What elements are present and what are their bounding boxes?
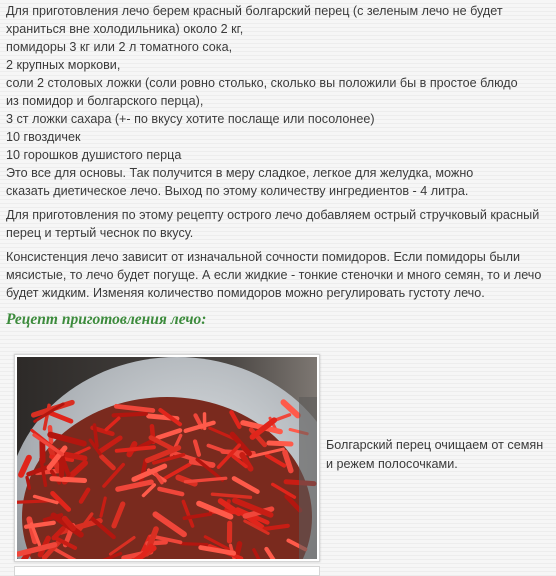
ingredients-line: сказать диетическое лечо. Выход по этому количеству ингредиентов - 4 литра. <box>6 182 552 200</box>
ingredients-block <box>6 2 552 200</box>
recipe-heading: Рецепт приготовления лечо: <box>6 310 552 330</box>
ingredients-line: соли 2 столовых ложки (соли ровно столько, сколько вы положили бы в простое блюдо <box>6 74 552 92</box>
pepper-strip <box>269 443 291 444</box>
article-content <box>6 2 552 330</box>
ingredients-line: Это все для основы. Так получится в меру сладкое, легкое для желудка, можно <box>6 164 552 182</box>
ingredients-line: 10 гвоздичек <box>6 128 552 146</box>
spicy-variant-paragraph: Для приготовления по этому рецепту острого лечо добавляем острый стручковый красный перец и тертый чеснок по вкусу. <box>6 206 552 242</box>
ingredients-line: храниться вне холодильника) около 2 кг, <box>6 20 552 38</box>
pepper-strip <box>114 414 146 416</box>
ingredients-line: Для приготовления лечо берем красный болгарский перец (с зеленым лечо не будет <box>6 2 552 20</box>
pepper-strip <box>52 479 85 481</box>
pepper-strip <box>181 544 207 545</box>
recipe-step-1 <box>8 348 548 568</box>
next-step-photo-frame <box>14 566 320 576</box>
ingredients-line: из помидор и болгарского перца), <box>6 92 552 110</box>
pepper-strip <box>27 478 29 489</box>
ingredients-line: помидоры 3 кг или 2 л томатного сока, <box>6 38 552 56</box>
step-description: Болгарский перец очищаем от семян и режем полосочками. <box>326 436 546 474</box>
consistency-paragraph: Консистенция лечо зависит от изначальной сочности помидоров. Если помидоры были мясистые, то лечо будет погуще. А если жидкие - тонкие стеночки и много семян, то и лечо будет жидким. Изменяя количество помидоров можно регулировать густоту лечо. <box>6 248 552 302</box>
ingredients-line: 2 крупных моркови, <box>6 56 552 74</box>
ingredients-line: 10 горошков душистого перца <box>6 146 552 164</box>
ingredients-line: 3 ст ложки сахара (+- по вкусу хотите послаще или посолонее) <box>6 110 552 128</box>
step-photo-frame <box>14 354 320 562</box>
sliced-peppers-photo <box>17 357 317 559</box>
